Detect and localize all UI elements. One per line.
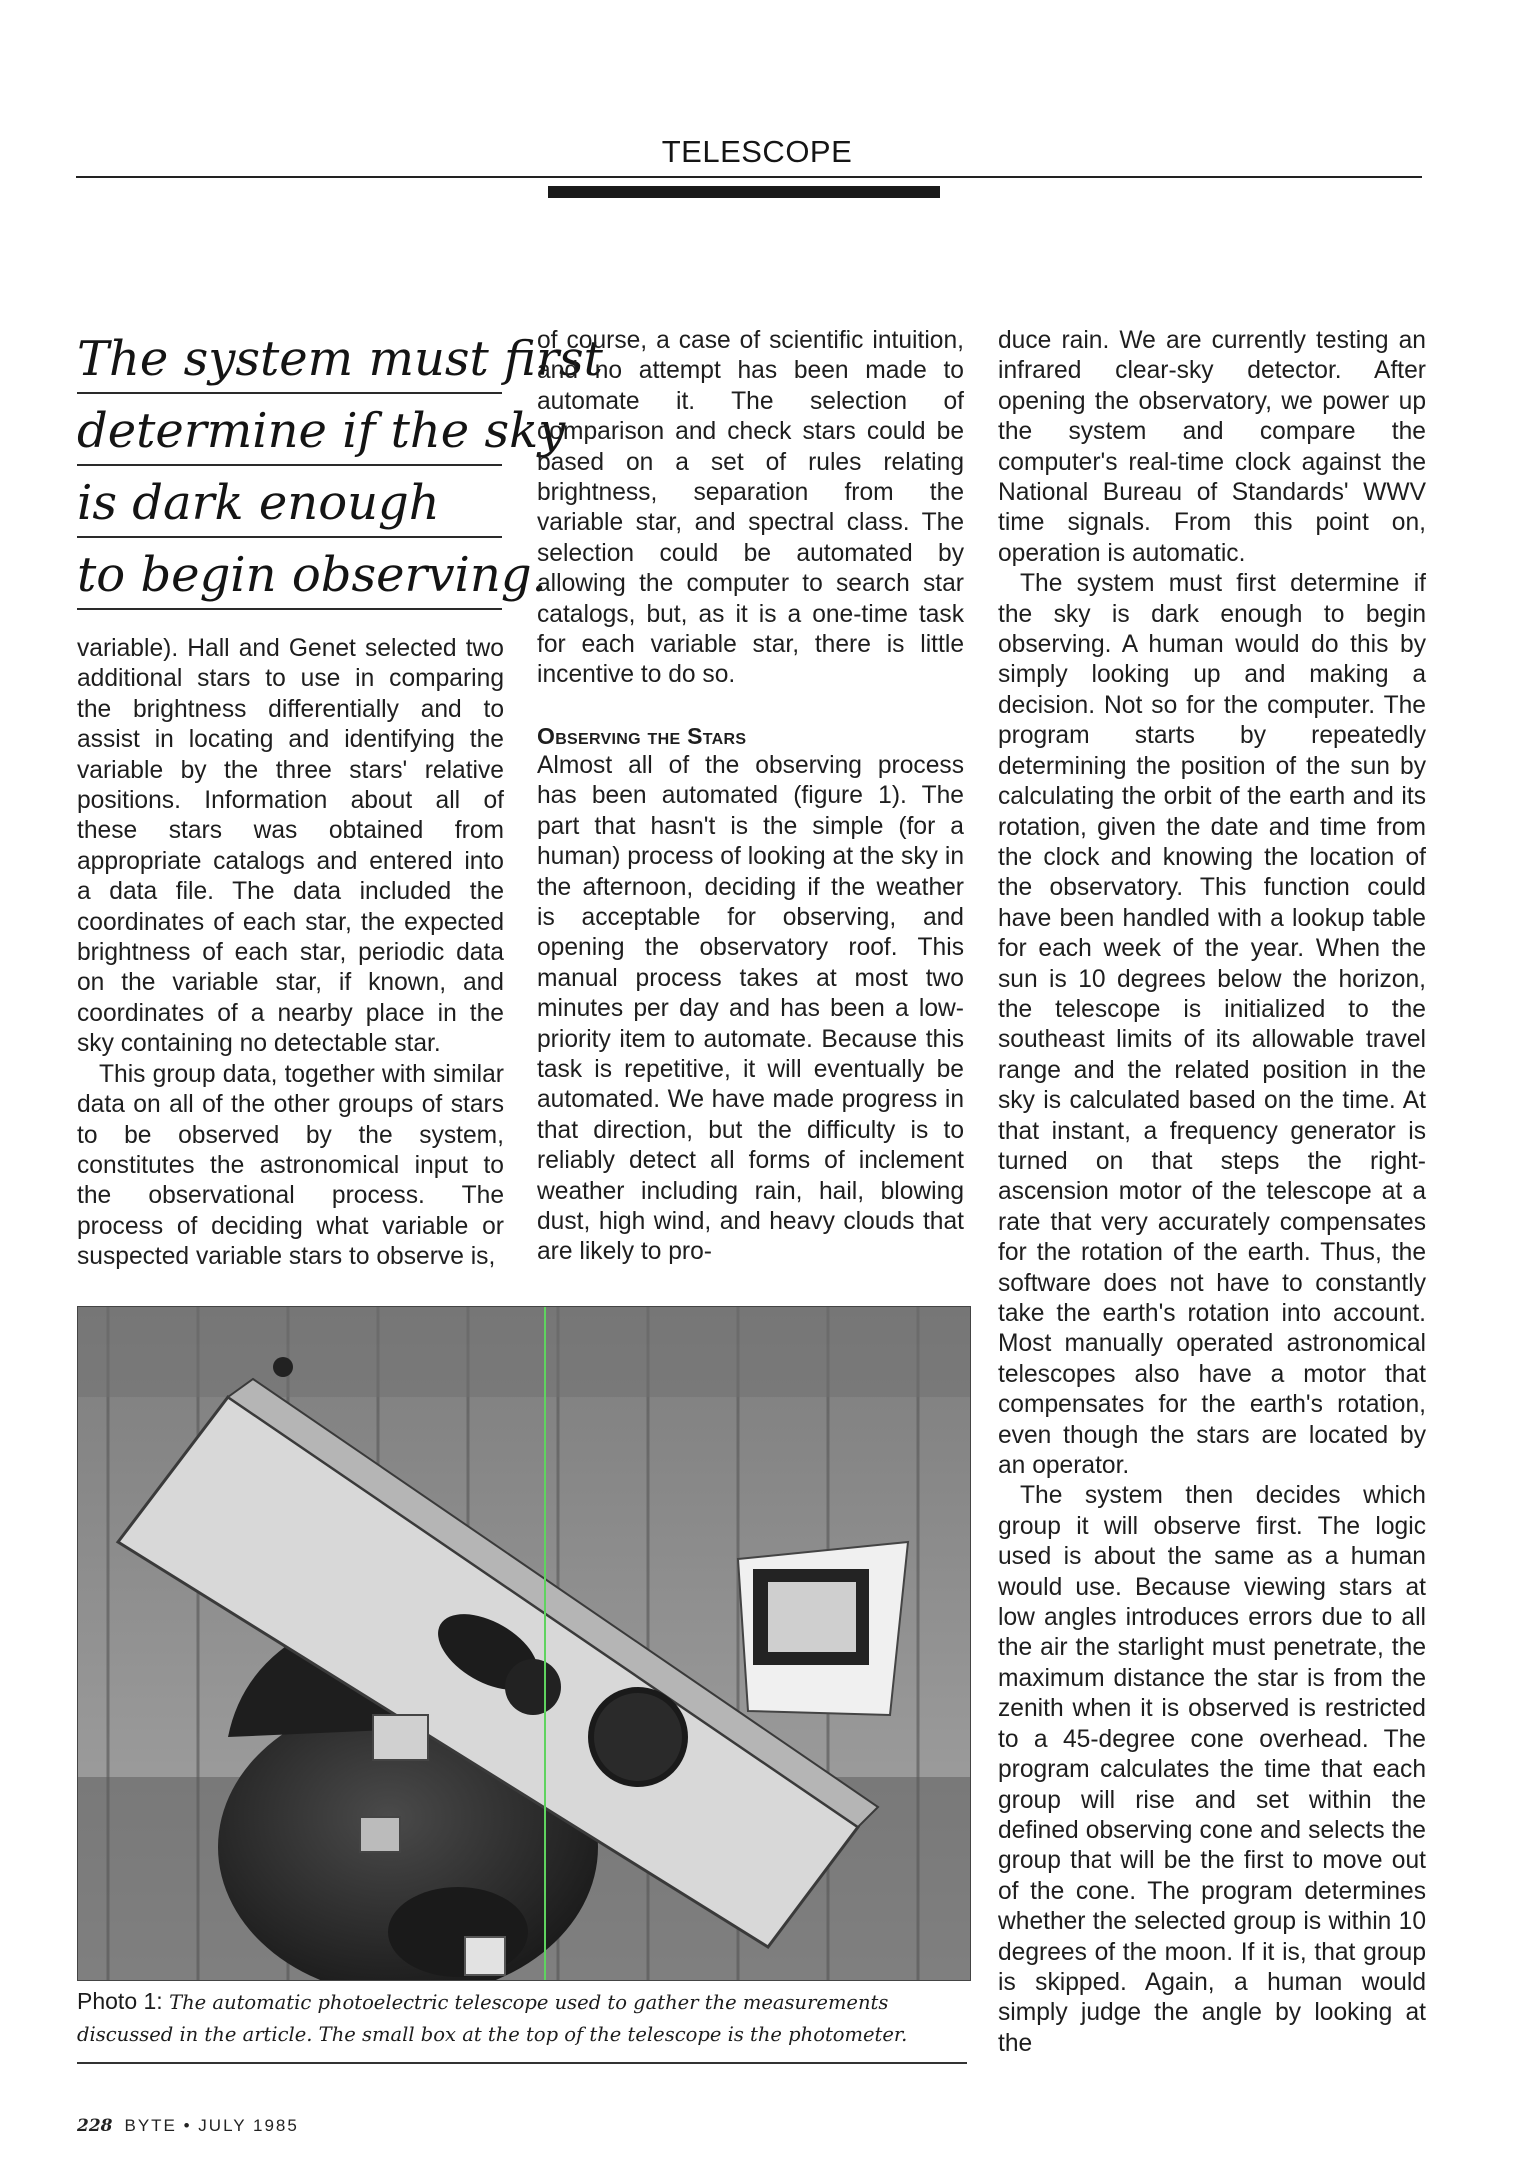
header-bar: [548, 186, 940, 198]
paragraph: The system then decides which group it will observe first. The logic used is about the same as a human would use. Because viewing stars at low angles introduces errors due to all the air the starlight must penetrate, the maximum distance the star is from the zenith when it is observed is restricted to a 45-degree cone overhead. The program calculates the time that each group will rise and set within the defined observing cone and selects the group that will be the first to move out of the cone. The program determines whether the selected group is within 10 degrees of the moon. If it is, that group is skipped. Again, a human would simply judge the angle by looking at the: [998, 1482, 1426, 2057]
header-rule: [76, 176, 1422, 178]
caption-lead: Photo 1:: [77, 1988, 170, 2014]
pull-quote-line: determine if the sky: [77, 394, 502, 466]
pull-quote-line: The system must first: [77, 322, 502, 394]
paragraph: of course, a case of scientific intuition, and no attempt has been made to automate it. The selection of comparison and check stars could be based on a set of rules relating brightness, separation from the variable star, and spectral class. The selection could be automated by allowing the computer to search star catalogs, but, as it is a one-time task for each variable star, there is little incentive to do so.: [537, 327, 964, 689]
paragraph: duce rain. We are currently testing an infrared clear-sky detector. After opening the observatory, we power up the system and compare the computer's real-time clock against the National Bureau of Standards' WWV time signals. From this point on, operation is automatic.: [998, 327, 1426, 567]
pull-quote-line: to begin observing.: [77, 538, 502, 610]
column-2: [537, 326, 964, 1268]
paragraph: The system must first determine if the sky is dark enough to begin observing. A human would do this by simply looking up and making a decision. Not so for the computer. The program starts by repeatedly determining the position of the sun by calculating the orbit of the earth and its rotation, given the date and time from the clock and knowing the location of the observatory. This function could have been handled with a lookup table for each week of the year. When the sun is 10 degrees below the horizon, the telescope is initialized to the southeast limits of its allowable travel range and the related position in the sky is calculated based on the time. At that instant, a frequency generator is turned on that steps the right-ascension motor of the telescope at a rate that very accurately compensates for the rotation of the earth. Thus, the software does not have to constantly take the earth's rotation into account. Most manually operated astronomical telescopes also have a motor that compensates for the earth's rotation, even though the stars are located by an operator.: [998, 570, 1426, 1480]
page-footer: [77, 2116, 299, 2136]
column-3: [998, 326, 1426, 2059]
page-number: 228: [77, 2116, 113, 2136]
telescope-photo: [77, 1306, 971, 1981]
paragraph: variable). Hall and Genet selected two additional stars to use in comparing the brightness differentially and to assist in locating and identifying the variable by the three stars' relative positions. Information about all of these stars was obtained from appropriate catalogs and entered into a data file. The data included the coordinates of each star, the expected brightness of each star, periodic data on the variable star, if known, and coordinates of a nearby place in the sky containing no detectable star.: [77, 635, 504, 1058]
paragraph: This group data, together with similar data on all of the other groups of stars to be observed by the system, constitutes the astronomical input to the observational process. The process of deciding what variable or suspected variable stars to observe is,: [77, 1060, 504, 1271]
telescope-photo-image: [78, 1307, 970, 1980]
section-title: TELESCOPE: [661, 134, 853, 169]
publication-info: BYTE • JULY 1985: [124, 2116, 299, 2135]
pull-quote: [77, 322, 603, 610]
pull-quote-line: is dark enough: [77, 466, 502, 538]
photo-caption: [77, 1986, 967, 2050]
column-1: [77, 634, 504, 1273]
caption-text: The automatic photoelectric telescope used to gather the measurements discussed in the article. The small box at the top of the telescope is the photometer.: [77, 1991, 908, 2046]
section-heading: Observing the Stars: [537, 722, 747, 749]
paragraph: Almost all of the observing process has been automated (figure 1). The part that hasn't is the simple (for a human) process of looking at the sky in the afternoon, deciding if the weather is acceptable for observing, and opening the observatory roof. This manual process takes at most two minutes per day and has been a low-priority item to automate. Because this task is repetitive, it will eventually be automated. We have made progress in that direction, but the difficulty is to reliably detect all forms of inclement weather including rain, hail, blowing dust, high wind, and heavy clouds that are likely to pro-: [537, 751, 964, 1266]
caption-rule: [77, 2062, 967, 2064]
